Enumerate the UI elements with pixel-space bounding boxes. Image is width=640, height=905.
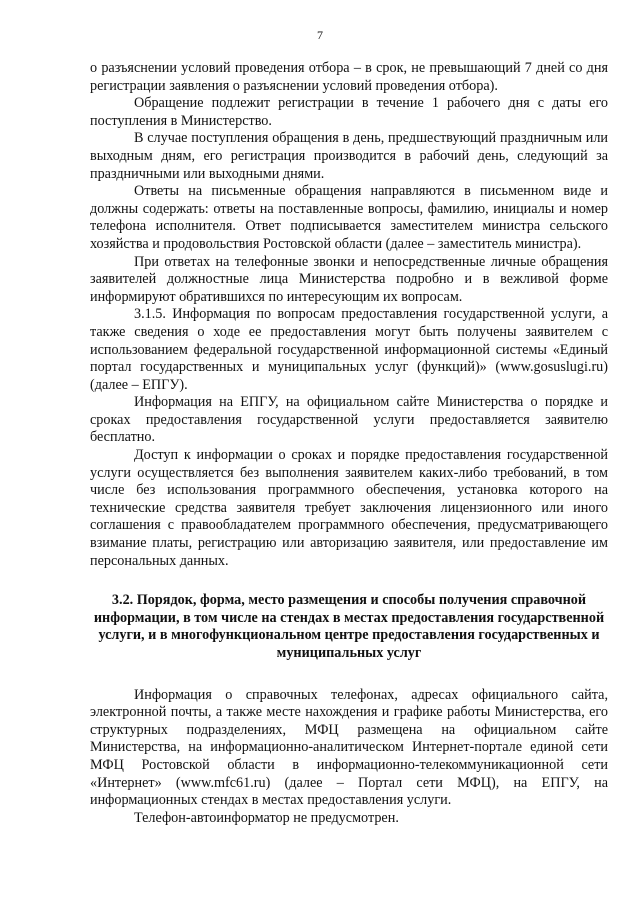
paragraph-registration: Обращение подлежит регистрации в течение 1 рабочего дня с даты его поступления в Министерство.: [90, 95, 608, 129]
paragraph-holidays: В случае поступления обращения в день, предшествующий праздничным или выходным дням, его регистрация производится в рабочий день, следующий за праздничными или выходными днями.: [90, 130, 608, 182]
paragraph-continuation: о разъяснении условий проведения отбора – в срок, не превышающий 7 дней со дня регистрации заявления о разъяснении условий проведения отбора).: [90, 60, 608, 94]
paragraph-epgu-info: Информация на ЕПГУ, на официальном сайте Министерства о порядке и сроках предоставления государственной услуги предоставляется заявителю бесплатно.: [90, 394, 608, 446]
paragraph-reference-info: Информация о справочных телефонах, адресах официального сайта, электронной почты, а также месте нахождения и графике работы Министерства, его структурных подразделениях, МФЦ размещена на официальном сайте Министерства, на информационно-аналитическом Интернет-портале единой сети МФЦ Ростовской области в информационно-телекоммуникационной сети «Интернет» (www.mfc61.ru) (далее – Портал сети МФЦ), на ЕПГУ, на информационных стендах в местах предоставления услуги.: [90, 686, 608, 809]
page-number: 7: [317, 28, 323, 42]
section-title-3-2: 3.2. Порядок, форма, место размещения и способы получения справочной информации, в том числе на стендах в местах предоставления государственной услуги, и в многофункциональном центре предоставления государственных и муниципальных услуг: [93, 592, 605, 661]
paragraph-phone-replies: При ответах на телефонные звонки и непосредственные личные обращения заявителей должностные лица Министерства подробно и в вежливой форме информируют обратившихся по интересующим их вопросам.: [90, 253, 608, 305]
document-body: [90, 60, 608, 827]
paragraph-written-replies: Ответы на письменные обращения направляются в письменном виде и должны содержать: ответы на поставленные вопросы, фамилию, инициалы и номер телефона исполнителя. Ответ подписывается заместителем министра сельского хозяйства и продовольствия Ростовской области (далее – заместитель министра).: [90, 183, 608, 252]
paragraph-autoinformer: Телефон-автоинформатор не предусмотрен.: [134, 809, 399, 826]
paragraph-access: Доступ к информации о сроках и порядке предоставления государственной услуги осуществляется без выполнения заявителем каких-либо требований, в том числе без использования программного обеспечения, установка которого на технические средства заявителя требует заключения лицензионного или иного соглашения с правообладателем программного обеспечения, предусматривающего взимание платы, регистрацию или авторизацию заявителя, или предоставление им персональных данных.: [90, 447, 608, 569]
paragraph-3-1-5: 3.1.5. Информация по вопросам предоставления государственной услуги, а также сведения о ходе ее предоставления могут быть получены заявителем с использованием федеральной государственной информационной системы «Единый портал государственных и муниципальных услуг (функций)» (www.gosuslugi.ru) (далее – ЕПГУ).: [90, 306, 608, 393]
